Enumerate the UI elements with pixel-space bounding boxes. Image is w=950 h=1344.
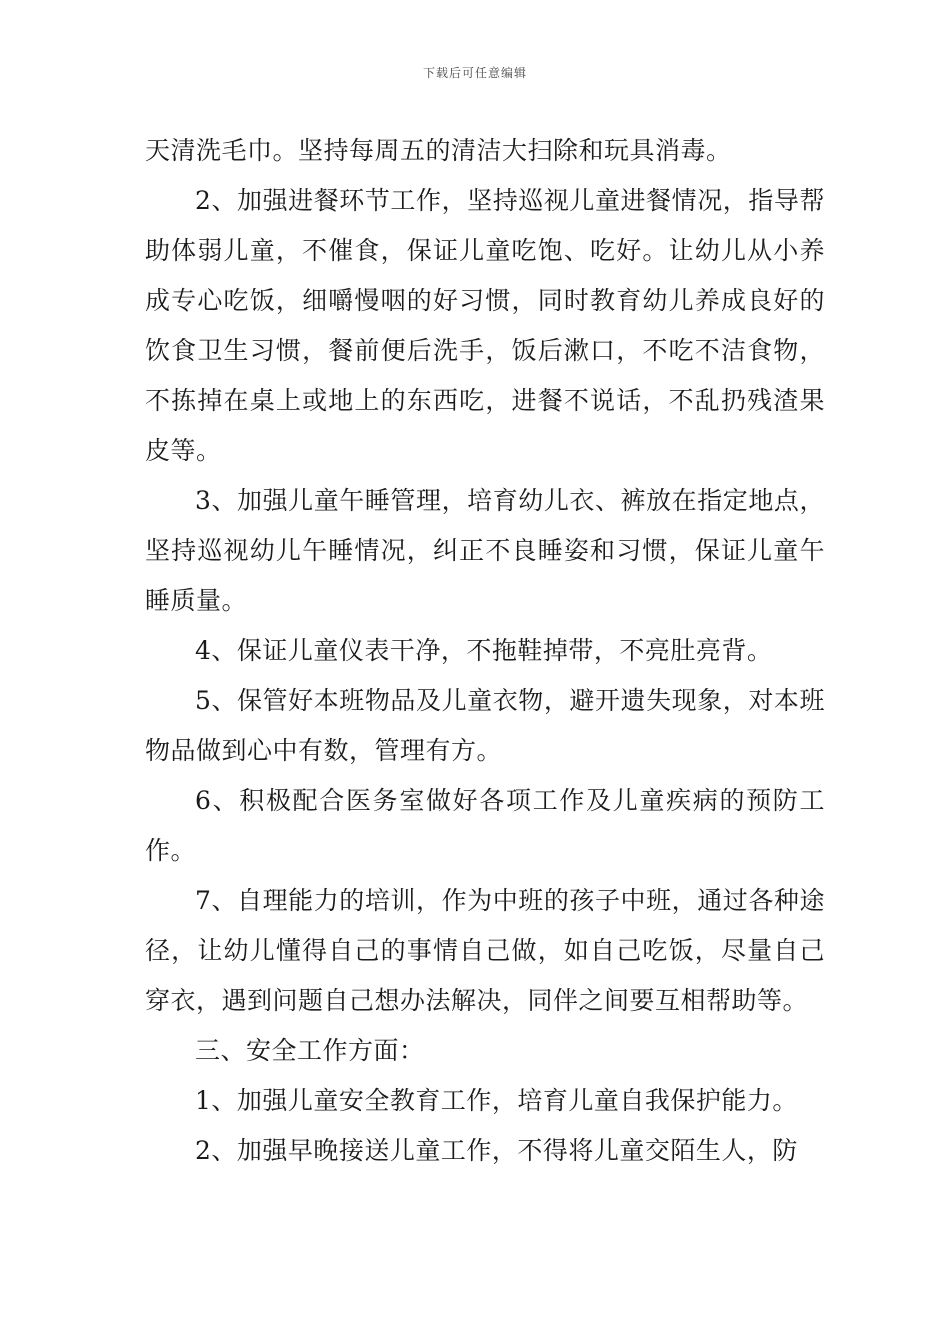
paragraph-item-3-nap: 3、加强儿童午睡管理，培育幼儿衣、裤放在指定地点，坚持巡视幼儿午睡情况，纠正不良睡姿和习惯，保证儿童午睡质量。 xyxy=(145,486,825,615)
paragraph-item-7-self-care: 7、自理能力的培训，作为中班的孩子中班，通过各种途径，让幼儿懂得自己的事情自己做，如自己吃饭，尽量自己穿衣，遇到问题自己想办法解决，同伴之间要互相帮助等。 xyxy=(145,886,825,1015)
page-header: 下载后可任意编辑 xyxy=(422,66,527,80)
paragraph-item-2-meals: 2、加强进餐环节工作，坚持巡视儿童进餐情况，指导帮助体弱儿童，不催食，保证儿童吃饱、吃好。让幼儿从小养成专心吃饭，细嚼慢咽的好习惯，同时教育幼儿养成良好的饮食卫生习惯，餐前便后洗手，饭后漱口，不吃不洁食物，不拣掉在桌上或地上的东西吃，进餐不说话，不乱扔残渣果皮等。 xyxy=(145,186,825,465)
paragraph-item-5-belongings: 5、保管好本班物品及儿童衣物，避开遗失现象，对本班物品做到心中有数，管理有方。 xyxy=(145,686,825,765)
paragraph-item-6-medical: 6、积极配合医务室做好各项工作及儿童疾病的预防工作。 xyxy=(145,786,825,865)
paragraph-continuation: 天清洗毛巾。坚持每周五的清洁大扫除和玩具消毒。 xyxy=(145,136,732,165)
paragraph-item-4-appearance: 4、保证儿童仪表干净，不拖鞋掉带，不亮肚亮背。 xyxy=(195,636,773,665)
section-heading-safety: 三、安全工作方面： xyxy=(195,1036,425,1065)
document-body xyxy=(145,126,825,1176)
paragraph-safety-item-1: 1、加强儿童安全教育工作，培育儿童自我保护能力。 xyxy=(195,1086,798,1115)
paragraph-safety-item-2: 2、加强早晚接送儿童工作，不得将儿童交陌生人，防 xyxy=(195,1136,798,1165)
